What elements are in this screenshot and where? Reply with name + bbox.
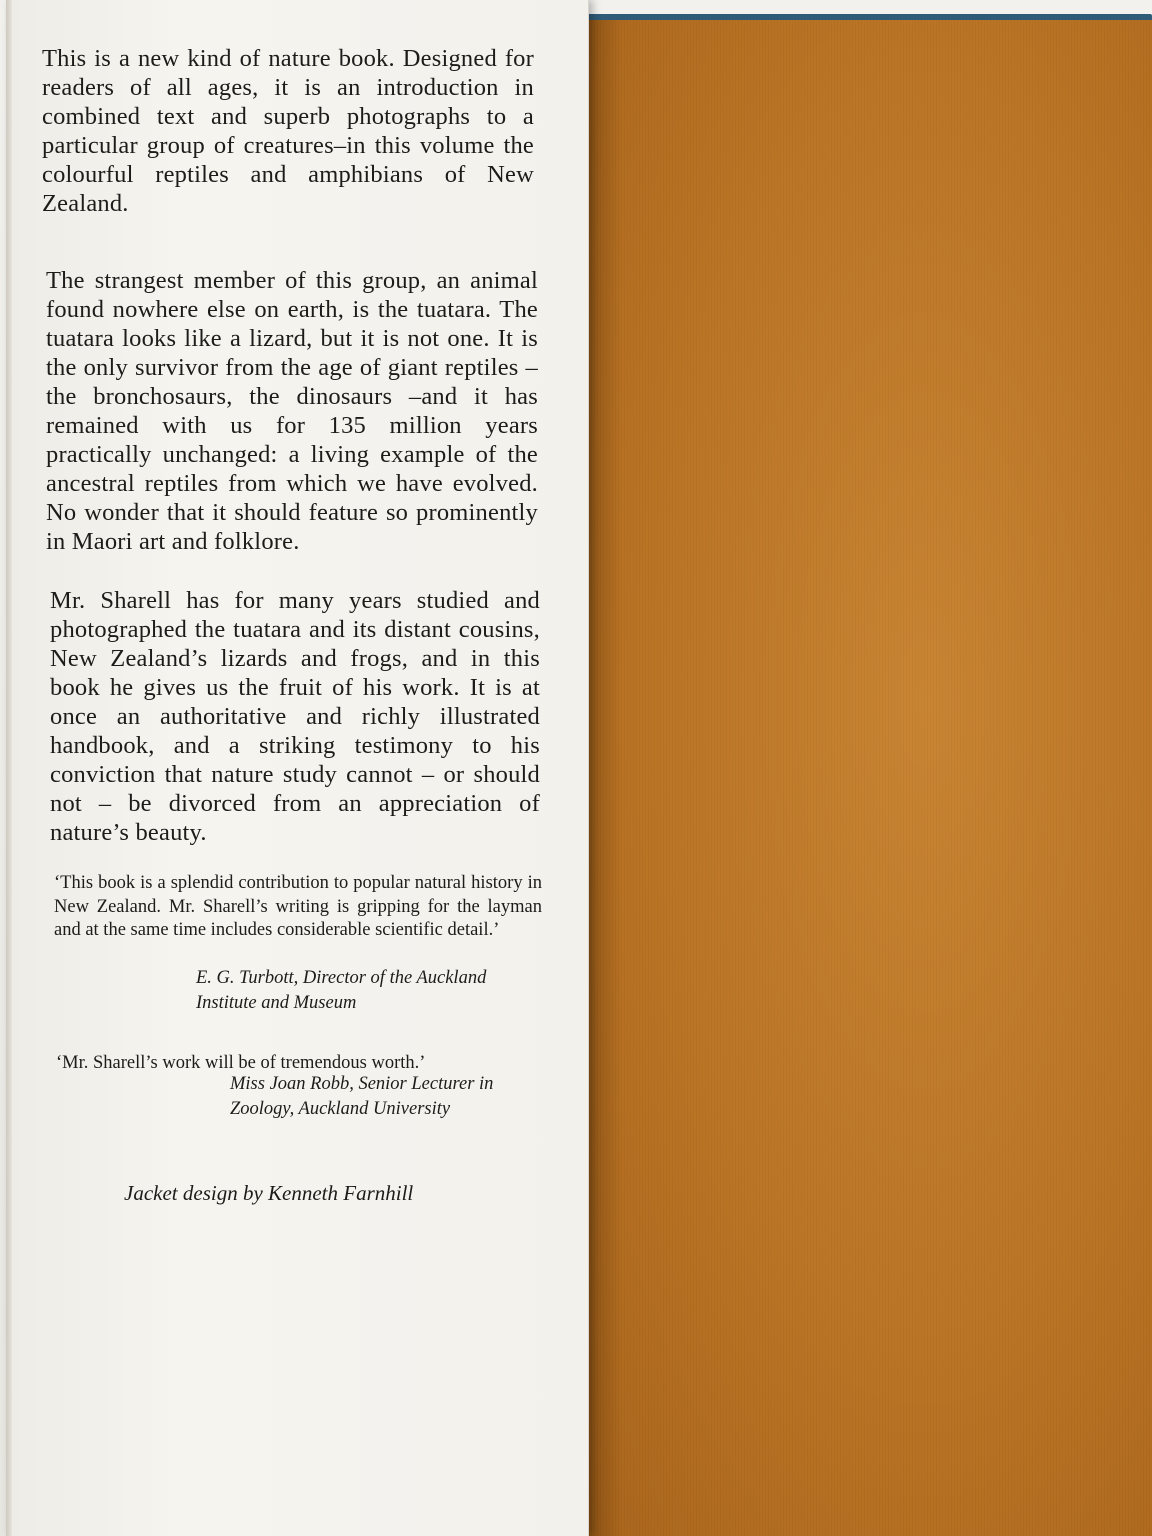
attribution-2-line-2: Zoology, Auckland University [230, 1099, 451, 1119]
jacket-design-credit: Jacket design by Kenneth Farnhill [124, 1181, 414, 1205]
review-attribution-1 [196, 966, 546, 1016]
attribution-1-line-2: Institute and Museum [196, 993, 357, 1013]
flap-edge [6, 0, 12, 1536]
review-quote-1: ‘This book is a splendid contribution to popular natural history in New Zealand. Mr. Sharell’s writing is gripping for the layman and at the same time includes considerable scientific detail.’ [54, 873, 542, 940]
blurb-paragraph-3: Mr. Sharell has for many years studied and photographed the tuatara and its distant cousins, New Zealand’s lizards and frogs, and in this book he gives us the fruit of his work. It is at once an authoritative and richly illustrated handbook, and a striking testimony to his conviction that nature study cannot – or should not – be divorced from an appreciation of nature’s beauty. [50, 587, 540, 846]
blurb-paragraph-2: The strangest member of this group, an animal found nowhere else on earth, is the tuatara. The tuatara looks like a lizard, but it is not one. It is the only survivor from the age of giant reptiles – the bronchosaurs, the dinosaurs –and it has remained with us for 135 million years practically unchanged: a living example of the ancestral reptiles from which we have evolved. No wonder that it should feature so prominently in Maori art and folklore. [46, 267, 538, 555]
jacket-flap [6, 0, 589, 1536]
attribution-1-line-1: E. G. Turbott, Director of the Auckland [196, 968, 487, 988]
review-attribution-2 [230, 1072, 550, 1122]
blurb-paragraph-1: This is a new kind of nature book. Designed for readers of all ages, it is an introduction in combined text and superb photographs to a particular group of creatures–in this volume the colourful reptiles and amphibians of New Zealand. [42, 45, 534, 217]
endpaper [582, 20, 1152, 1536]
attribution-2-line-1: Miss Joan Robb, Senior Lecturer in [230, 1074, 494, 1094]
review-quote-2: ‘Mr. Sharell’s work will be of tremendous worth.’ [56, 1053, 426, 1073]
